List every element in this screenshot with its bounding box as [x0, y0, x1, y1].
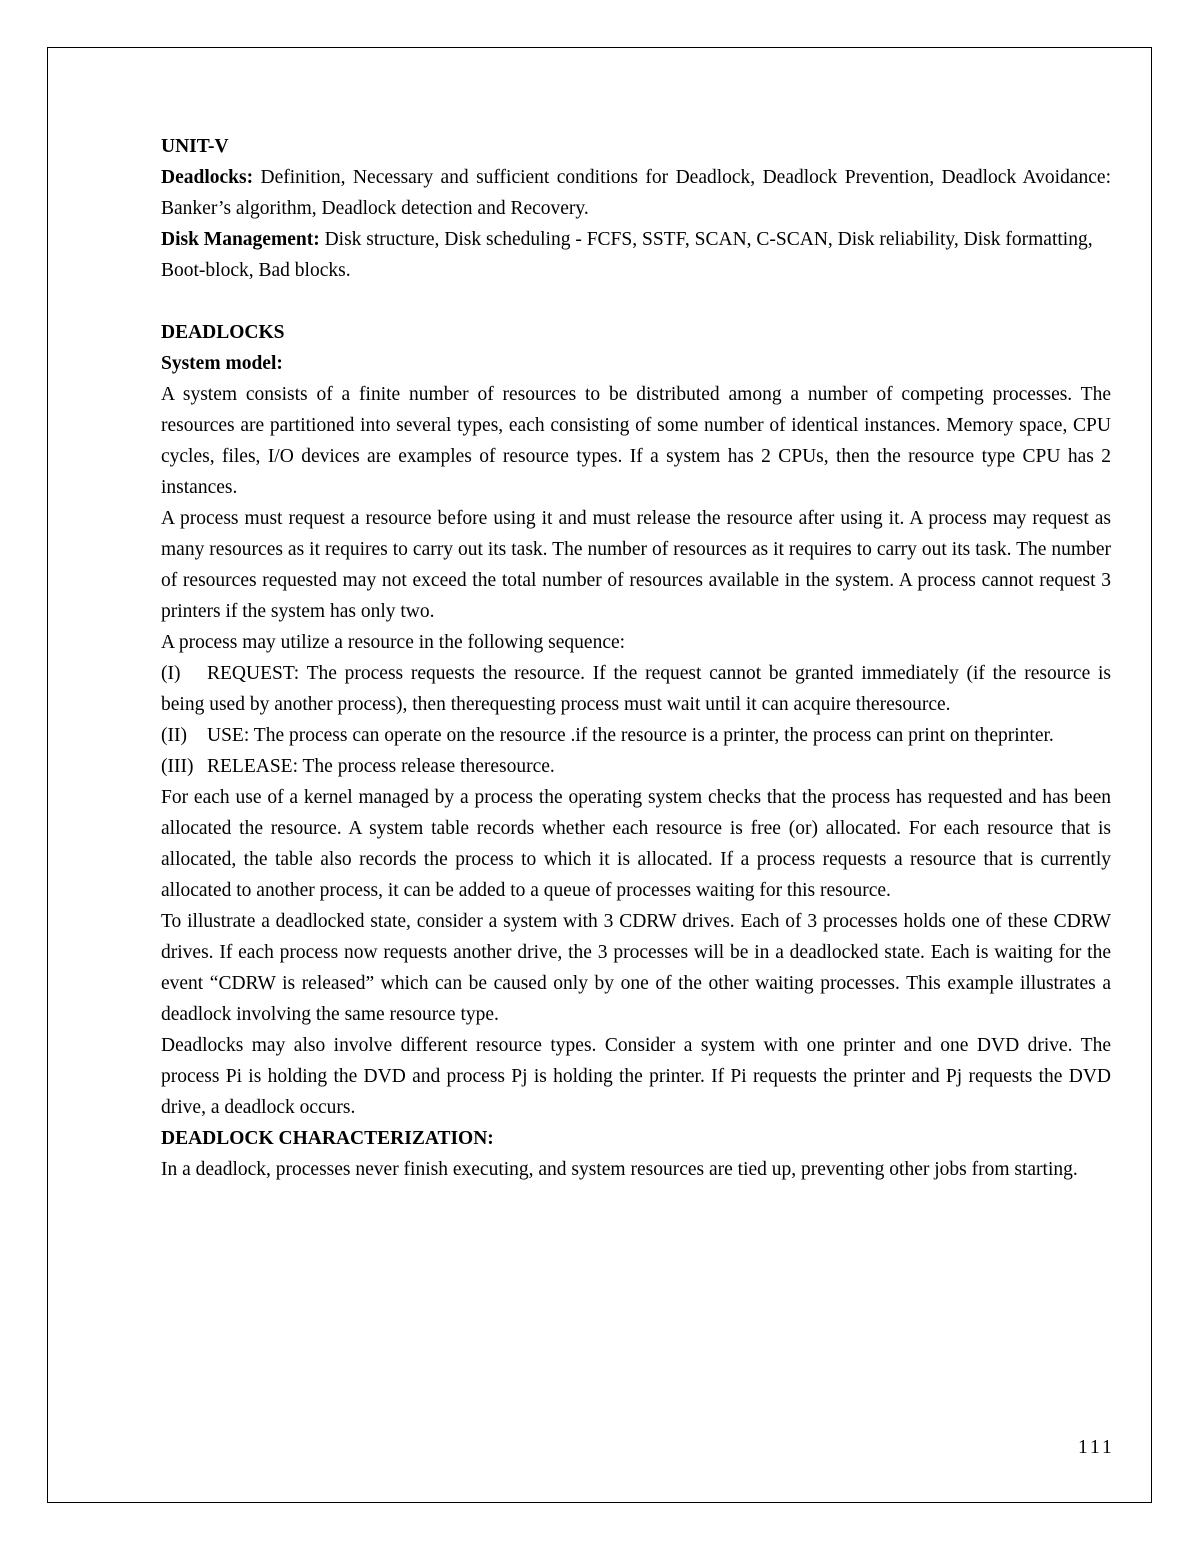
- page-number: 111: [1078, 1437, 1115, 1458]
- sequence-text: RELEASE: The process release theresource.: [207, 756, 555, 777]
- spacer: [161, 286, 1111, 317]
- paragraph: To illustrate a deadlocked state, consider a system with 3 CDRW drives. Each of 3 processes holds one of these CDRW drives. If each process now requests another drive, the 3 processes will be in a deadlocked state. Each is waiting for the event “CDRW is released” which can be caused only by one of the other waiting processes. This example illustrates a deadlock involving the same resource type.: [161, 911, 1111, 1025]
- sequence-item-request: [161, 658, 1111, 720]
- unit-title: UNIT-V: [161, 136, 229, 157]
- syllabus-deadlocks: [161, 162, 1111, 224]
- paragraph: For each use of a kernel managed by a process the operating system checks that the process has requested and has been allocated the resource. A system table records whether each resource is free (or) allocated. For each resource that is allocated, the table also records the process to which it is allocated. If a process requests a resource that is currently allocated to another process, it can be added to a queue of processes waiting for this resource.: [161, 787, 1111, 901]
- syllabus-text: Definition, Necessary and sufficient conditions for Deadlock, Deadlock Prevention, Deadlock Avoidance: Banker’s algorithm, Deadlock detection and Recovery.: [161, 167, 1111, 219]
- paragraph: Deadlocks may also involve different resource types. Consider a system with one printer and one DVD drive. The process Pi is holding the DVD and process Pj is holding the printer. If Pi requests the printer and Pj requests the DVD drive, a deadlock occurs.: [161, 1035, 1111, 1118]
- sequence-item-use: [161, 720, 1111, 751]
- sequence-text: USE: The process can operate on the resource .if the resource is a printer, the process can print on theprinter.: [207, 725, 1054, 746]
- paragraph: A process may utilize a resource in the following sequence:: [161, 632, 626, 653]
- paragraph: A system consists of a finite number of resources to be distributed among a number of competing processes. The resources are partitioned into several types, each consisting of some number of identical instances. Memory space, CPU cycles, files, I/O devices are examples of resource types. If a system has 2 CPUs, then the resource type CPU has 2 instances.: [161, 384, 1111, 498]
- syllabus-label: Deadlocks:: [161, 167, 254, 188]
- syllabus-disk-management: [161, 224, 1111, 286]
- sequence-number: (II): [161, 725, 187, 746]
- section-heading: DEADLOCKS: [161, 322, 285, 343]
- paragraph: A process must request a resource before using it and must release the resource after using it. A process may request as many resources as it requires to carry out its task. The number of resources as it requires to carry out its task. The number of resources requested may not exceed the total number of resources available in the system. A process cannot request 3 printers if the system has only two.: [161, 508, 1111, 622]
- document-body: [161, 131, 1111, 1185]
- characterization-heading: DEADLOCK CHARACTERIZATION:: [161, 1128, 494, 1149]
- section-subheading: System model:: [161, 353, 283, 374]
- sequence-number: (III): [161, 756, 194, 777]
- sequence-text: REQUEST: The process requests the resource. If the request cannot be granted immediately (if the resource is being used by another process), then therequesting process must wait until it can acquire theresource.: [161, 663, 1111, 715]
- syllabus-label: Disk Management:: [161, 229, 320, 250]
- paragraph: In a deadlock, processes never finish executing, and system resources are tied up, preventing other jobs from starting.: [161, 1159, 1078, 1180]
- sequence-number: (I): [161, 663, 181, 684]
- sequence-item-release: [161, 751, 1111, 782]
- syllabus-text: Disk structure, Disk scheduling - FCFS, SSTF, SCAN, C-SCAN, Disk reliability, Disk formatting, Boot-block, Bad blocks.: [161, 229, 1093, 281]
